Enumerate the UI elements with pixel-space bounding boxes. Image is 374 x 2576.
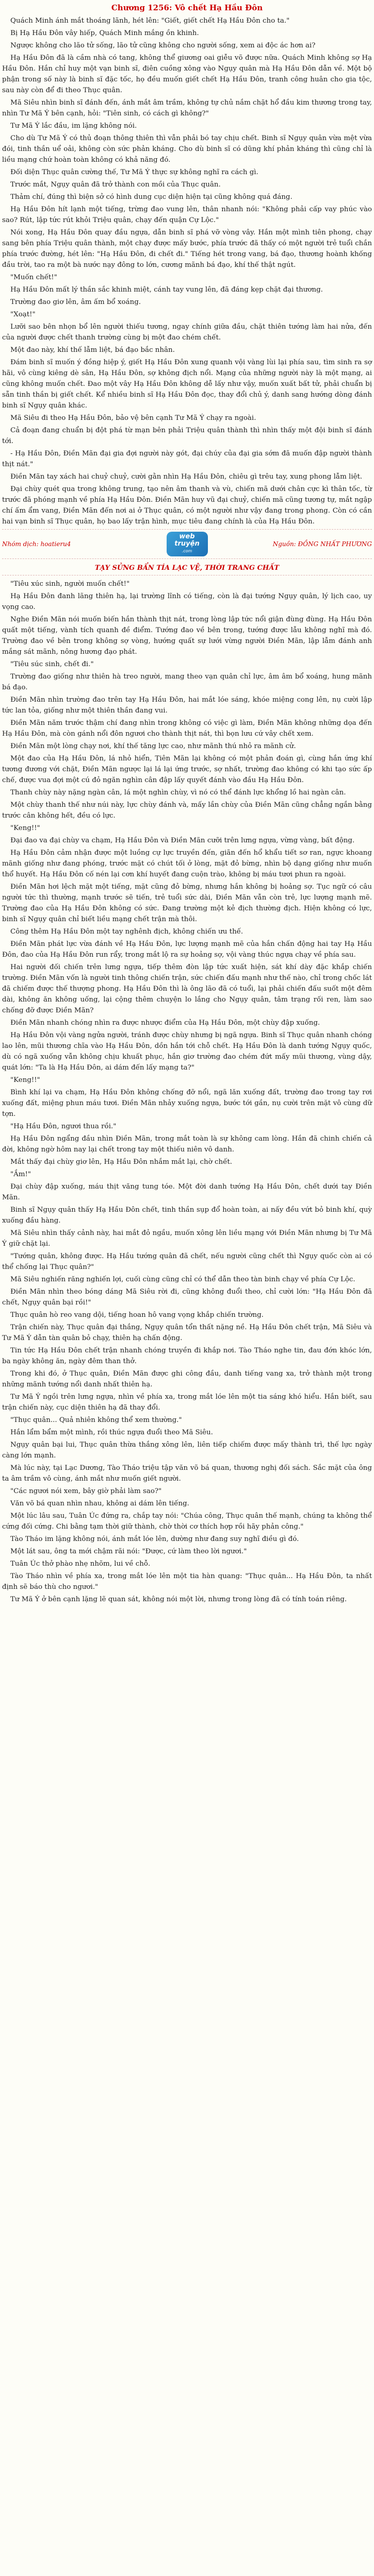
- paragraph: Thanh chùy này nặng ngàn cân, lá một nghìn chùy, vì nó có thể đánh lực khổng lồ hai ngàn cân.: [10, 789, 346, 796]
- paragraph-group-a: [2, 15, 372, 527]
- paragraph: "Xoạt!": [10, 311, 36, 318]
- paragraph: Mã Siêu nhìn binh sĩ đánh đến, ánh mắt âm trầm, không tự chủ nắm chặt hổ đầu kim thương trong tay, nhìn Tư Mã Ý bên cạnh, hỏi: "Tiên sinh, có cách gì không?": [2, 99, 372, 117]
- chapter-title: Chương 1256: Vô chết Hạ Hầu Đôn: [111, 3, 263, 12]
- paragraph: Một chùy thanh thế như núi này, lực chùy đánh và, mấy lần chùy của Điền Mãn cũng chẳng ngắn bằng trước cân không hết, đều có lực.: [2, 801, 372, 820]
- paragraph: Trận chiến này, Thục quân đại thắng, Ngụy quân tổn thất nặng nề. Hạ Hầu Đôn chết trận, Mã Siêu và Tư Mã Ý dẫn tàn quân bỏ chạy, thiên hạ chấn động.: [2, 1324, 372, 1342]
- paragraph: Điền Mãn nhanh chóng nhìn ra được nhược điểm của Hạ Hầu Đôn, một chùy đập xuống.: [10, 1019, 320, 1027]
- paragraph: Trường đao giơ lên, âm ấm bổ xoáng.: [10, 298, 141, 306]
- paragraph: Hạ Hầu Đôn ngẩng đầu nhìn Điền Mãn, trong mắt toàn là sự không cam lòng. Hắn đã chinh chiến cả đời, không ngờ hôm nay lại chết trong tay một thiếu niên vô danh.: [2, 1135, 372, 1154]
- paragraph: Binh sĩ Ngụy quân thấy Hạ Hầu Đôn chết, tinh thần sụp đổ hoàn toàn, ai nấy đều vứt bỏ binh khí, quỳ xuống đầu hàng.: [2, 1206, 372, 1225]
- paragraph: Trường đao giống như thiên hà treo người, mang theo vạn quân chỉ lực, âm âm bổ xoáng, hung mãnh bá đạo.: [2, 673, 372, 691]
- paragraph-group-b: [2, 579, 372, 1605]
- paragraph: Bị Hạ Hầu Đôn vây hiếp, Quách Minh mắng ồn khinh.: [10, 29, 199, 37]
- paragraph: Điền Mãn một lòng chạy nơi, khí thế tăng lực cao, như mãnh thú nhỏ ra mãnh cử.: [10, 742, 296, 750]
- paragraph: Đám binh sĩ muốn ý đồng hiệp ý, giết Hạ Hầu Đôn xung quanh vội vàng lùi lại phía sau, tìm sinh ra sợ hãi, vô cùng kiêng dè sân, Hạ Hầu Đôn, sợ không địch nổi. Mạng của những người này là một mạng, ai cũng không muốn chết. Đao một vây Hạ Hầu Đôn không dễ lấy như vậy, muốn xuất bất tử, phải chuẩn bị sẵn tinh thần bị giết chết. Kể nhiều binh sĩ Hạ Hầu Đôn đọc, thay đổi chủ ý, danh sang hướng dòng đánh binh sĩ Ngụy quân khác.: [2, 359, 372, 410]
- promo-banner[interactable]: TẠY SỬNG BẨN TÍA LẠC VỆ, THỜI TRANG CHẤT: [2, 561, 372, 575]
- paragraph: Tin tức Hạ Hầu Đôn chết trận nhanh chóng truyền đi khắp nơi. Tào Tháo nghe tin, đau đớn khóc lớn, ba ngày không ăn, ngày đêm than thở.: [2, 1347, 372, 1365]
- logo-sub: .com: [182, 549, 192, 553]
- paragraph: Hai người đối chiến trên lưng ngựa, tiếp thêm đòn lập tức xuất hiện, sát khí dày đặc khắp chiến trường. Điền Mãn vốn là người tinh thông chiến trận, sức chiến đấu mạnh như thế nào, chỉ trong chốc lát đã chiếm được thế thượng phong. Hạ Hầu Đôn thì là ông lão đã có tuổi, lại phải chiến đấu suốt một đêm dài, không ăn không uống, lại cộng thêm chuyện lo lắng cho Ngụy quân, tâm trạng rối ren, làm sao chống đỡ được Điền Mãn?: [2, 963, 372, 1014]
- paragraph: Hạ Hầu Đôn cảm nhận được một luồng cự lực truyền đến, giãn đến hổ khẩu tiết sơ ran, ngực khoang mãnh giống như đang phóng, trước mặt có chút tối ở lòng, mặt đỏ bừng, nhìn bộ dạng giống như muốn thổ huyết. Hạ Hầu Đôn cố nén lại cơn khí huyết đang cuộn trào, không bị máu tươi phun ra ngoài.: [2, 849, 372, 878]
- site-logo[interactable]: [167, 532, 208, 556]
- paragraph: Điền Mãn nhìn theo bóng dáng Mã Siêu rời đi, cũng không đuổi theo, chỉ cười lớn: "Hạ Hầu Đôn đã chết, Ngụy quân bại rồi!": [2, 1288, 372, 1307]
- paragraph: Mã Siêu nhìn thấy cảnh này, hai mắt đỏ ngầu, muốn xông lên liều mạng với Điền Mãn nhưng bị Tư Mã Ý giữ chặt lại.: [2, 1229, 372, 1248]
- paragraph: Nghe Điền Mãn nói muốn biến hắn thành thịt nát, trong lòng lập tức nổi giận đùng đùng. Hạ Hầu Đôn quất một tiếng, vành tích quanh đề điểm. Tướng đao về bên trong, tướng được lẫu không nghĩ mà đó. Trường đao về bên trong không sợ vòng, hướng quất sự lưới vừng người Điền Mãn, lập lẫm đánh anh mắng sát mãnh, nông hương đạo phát.: [2, 616, 372, 656]
- paragraph: "Tiêu súc sinh, chết đi.": [10, 660, 94, 668]
- paragraph: Mã Siêu đi theo Hạ Hầu Đôn, bảo vệ bên cạnh Tư Mã Ý chạy ra ngoài.: [10, 414, 256, 422]
- paragraph: Quách Minh ánh mắt thoáng lãnh, hét lên: "Giết, giết chết Hạ Hầu Đôn cho ta.": [10, 17, 290, 25]
- paragraph: Một lúc lâu sau, Tuân Úc đứng ra, chắp tay nói: "Chúa công, Thục quân thế mạnh, chúng ta không thể cứng đối cứng. Chi bằng tạm thời giữ thành, chờ thời cơ thích hợp rồi hãy phản công.": [2, 1512, 372, 1531]
- paragraph: Hạ Hầu Đôn vội vàng ngửa người, tránh được chùy nhưng bị ngã ngựa. Binh sĩ Thục quân nhanh chóng lao lên, mũi thương chĩa vào Hạ Hầu Đôn, dồn hắn tới chỗ chết. Hạ Hầu Đôn là danh tướng Ngụy quốc, dù có ngã xuống vẫn không chịu khuất phục, hắn giơ trường đao chém đứt mấy mũi thương, vùng dậy, quát lớn: "Ta là Hạ Hầu Đôn, ai dám đến lấy mạng ta?": [2, 1031, 372, 1072]
- paragraph: "Thục quân... Quả nhiên không thể xem thường.": [10, 1416, 182, 1424]
- paragraph: Văn võ bá quan nhìn nhau, không ai dám lên tiếng.: [10, 1500, 189, 1507]
- chapter-content: [2, 15, 372, 1606]
- paragraph: "Muốn chết!": [10, 274, 57, 281]
- paragraph: "Keng!!": [10, 824, 40, 832]
- paragraph: Đại chùy đập xuống, máu thịt văng tung tóe. Một đời danh tướng Hạ Hầu Đôn, chết dưới tay Điền Mãn.: [2, 1183, 372, 1201]
- paragraph: Điền Mãn hơi lệch mặt một tiếng, mặt cũng đỏ bừng, nhưng hắn không bị hoảng sợ. Tục ngữ có câu người tức thì thường, mạnh trước sẽ tiến, trẻ tuổi sức dài, Điền Mãn vẫn còn trẻ, lực lượng mạnh mẽ. Trường đao của Hạ Hầu Đôn không có sức. Đang trường một kẻ địch thường địch. Hiện không có lực, binh sĩ Ngụy quân chỉ biết liều mạng chết trận mà thôi.: [2, 883, 372, 923]
- paragraph: Hạ Hầu Đôn đã là cầm nhà có tang, không thể giương oai giễu võ được nữa. Quách Minh không sợ Hạ Hầu Đôn. Hắn chỉ huy một vạn binh sĩ, điên cuồng xông vào Ngụy quân mà Hạ Hầu Đôn dẫn về. Một bộ phận trong số này là binh sĩ đặc tốc, họ đều muốn giết chết Hạ Hầu Đôn, tranh công huân cho gia tộc, sau này còn để đi theo Thục quân.: [2, 54, 372, 94]
- translator-credit: Nhóm dịch: hoatieru4: [2, 540, 71, 548]
- paragraph: Trong khi đó, ở Thục quân, Điền Mãn được ghi công đầu, danh tiếng vang xa, trở thành một trong những mãnh tướng nổi danh nhất thiên hạ.: [2, 1370, 372, 1388]
- paragraph: Hạ Hầu Đôn hít lạnh một tiếng, trừng đao vung lên, thân nhanh nói: "Không phải cấp vay phúc vào sao? Rút, lập tức rút khỏi Triệu quân, chạy đến quận Cự Lộc.": [2, 206, 372, 224]
- paragraph: Mà lúc này, tại Lạc Dương, Tào Tháo triệu tập văn võ bá quan, thương nghị đối sách. Sắc mặt của ông ta âm trầm vô cùng, ánh mắt như muốn giết người.: [2, 1464, 372, 1483]
- paragraph: Cả đoạn đang chuẩn bị đột phá từ mạn bên phải Triệu quân thành thì nhìn thấy một đội binh sĩ đánh tới.: [2, 427, 372, 445]
- source-credit: Nguồn: ĐỒNG NHẤT PHƯƠNG: [272, 540, 372, 548]
- paragraph: Thục quân hò reo vang dội, tiếng hoan hô vang vọng khắp chiến trường.: [10, 1311, 264, 1319]
- paragraph: Hắn lẩm bẩm một mình, rồi thúc ngựa đuổi theo Mã Siêu.: [10, 1429, 213, 1436]
- paragraph: Tư Mã Ý ngồi trên lưng ngựa, nhìn về phía xa, trong mắt lóe lên một tia sáng khó hiểu. Hắn biết, sau trận chiến này, cục diện thiên hạ đã thay đổi.: [2, 1393, 372, 1412]
- paragraph: Ngụy quân bại lui, Thục quân thừa thắng xông lên, liên tiếp chiếm được mấy thành trì, thế lực ngày càng lớn mạnh.: [2, 1441, 372, 1460]
- paragraph: Cho dù Tư Mã Ý có thủ đoạn thông thiên thì vẫn phải bó tay chịu chết. Binh sĩ Ngụy quân vừa mệt vừa đói, tinh thần uể oải, không còn sức phản kháng. Cho dù binh sĩ có dũng khí phản kháng thì cũng chỉ là liều mạng chứ hoàn toàn không có khả năng đó.: [2, 134, 372, 164]
- paragraph: Hạ Hầu Đôn mất lý thần sắc khinh miệt, cánh tay vung lên, đã đáng kẹp chặt đại thương.: [10, 286, 323, 294]
- paragraph: Tư Mã Ý lắc đầu, im lặng không nói.: [10, 122, 137, 130]
- paragraph: Lưỡi sao bên nhọn bổ lên người thiếu tương, ngay chính giữa đầu, chặt thiên tướng làm hai nửa, đến của người được chết thanh trường cùng bị một đao chém chết.: [2, 323, 372, 342]
- paragraph: Đại đao va đại chùy va chạm, Hạ Hầu Đôn và Điền Mãn cưỡi trên lưng ngựa, vừng vàng, bất động.: [10, 837, 355, 844]
- paragraph: "Tiêu xúc sinh, người muốn chết!": [10, 580, 130, 588]
- paragraph: Công thêm Hạ Hầu Đôn một tay nghênh địch, không chiến ưu thế.: [10, 928, 243, 936]
- paragraph: Tư Mã Ý ở bên cạnh lặng lẽ quan sát, không nói một lời, nhưng trong lòng đã có tính toán riêng.: [10, 1596, 347, 1603]
- paragraph: "Ầm!": [10, 1171, 31, 1178]
- paragraph: "Tướng quân, không được. Hạ Hầu tướng quân đã chết, nếu người cũng chết thì Ngụy quốc còn ai có thể chống lại Thục quân?": [2, 1252, 372, 1271]
- paragraph: Một lát sau, ông ta mới chậm rãi nói: "Được, cứ làm theo lời ngươi.": [10, 1548, 247, 1555]
- paragraph: Tào Tháo im lặng không nói, ánh mắt lóe lên, dường như đang suy nghĩ điều gì đó.: [10, 1535, 299, 1543]
- paragraph: Một đao này, khí thế lẫm liệt, bá đạo bắc nhân.: [10, 346, 175, 354]
- paragraph: - Hạ Hầu Đôn, Điền Mãn đại gia đợi người này gót, đại chúy của đại gia sớm đã muốn đập người thành thịt nát.": [2, 450, 372, 468]
- paragraph: "Keng!!": [10, 1076, 40, 1084]
- paragraph: Hạ Hầu Đôn đanh lãng thiên hạ, lại trường lĩnh có tiếng, còn là đại tướng Ngụy quân, lý lịch cao, uy vọng cao.: [2, 592, 372, 611]
- paragraph: Điền Mãn nhìn trường đao trên tay Hạ Hầu Đôn, hai mắt lóe sáng, khóe miệng cong lên, nụ cười lập tức lan tỏa, giống như một thiên thần đang vui.: [2, 696, 372, 715]
- paragraph: Trước mắt, Ngụy quân đã trở thành con mồi của Thục quân.: [10, 181, 221, 189]
- paragraph: "Hạ Hầu Đôn, ngươi thua rồi.": [10, 1123, 117, 1130]
- paragraph: Mắt thấy đại chùy giơ lên, Hạ Hầu Đôn nhắm mắt lại, chờ chết.: [10, 1158, 232, 1166]
- paragraph: Điền Mãn tay xách hai chuỷ chuỷ, cười gằn nhìn Hạ Hầu Đôn, chiêu gì trêu tay, xung phong lẫm liệt.: [10, 473, 363, 481]
- paragraph: Đại chùy quét qua trong không trung, tạo nên âm thanh và vù, chiến mã dưới chân cực kì thân tốc, từ trước đã phóng mạnh về phía Hạ Hầu Đôn. Điền Mãn huy vũ đại chuỷ, chiến mã cũng tương tự, mắt ngập chí ấm ẩm vang, Điền Mãn đến nơi ai ở Thục quân, có một người như vậy đang trong phong. Còn có cần hai vạn binh sĩ Thục quân, họ bao lấy trận hình, mục tiêu đang chính là của Hạ Hầu Đôn.: [2, 485, 372, 526]
- paragraph: Điền Mãn phát lực vừa đánh về Hạ Hầu Đôn, lực lượng mạnh mẽ của hắn chấn động hai tay Hạ Hầu Đôn, đao của Hạ Hầu Đôn run rẩy, trong mắt lộ ra sự hoảng sợ, vội vàng thúc ngựa chạy về phía sau.: [2, 940, 372, 959]
- paragraph: Thảm chí, đúng thì biện sở có hình dung cục diện hiện tại cũng không quá đáng.: [10, 193, 292, 201]
- paragraph: Mã Siêu nghiến răng nghiến lợi, cuối cùng cũng chỉ có thể dẫn theo tàn binh chạy về phía Cự Lộc.: [10, 1276, 355, 1283]
- paragraph: Tuân Úc thở phào nhẹ nhõm, lui về chỗ.: [10, 1560, 151, 1568]
- logo-brand: web: [179, 533, 195, 540]
- logo-brand-2: truyện: [174, 540, 200, 548]
- paragraph: Nói xong, Hạ Hầu Đôn quay đầu ngựa, dẫn binh sĩ phá vỡ vòng vây. Hắn một mình tiên phong, chạy sang bên phía Triệu quân thành, một chạy được mấy bước, phía trước đã thấy có một người trẻ tuổi chắn phía trước đường, hét lên: "Hạ Hầu Đôn, đi chết đi." Tiếng hét trong vang, bá đạo, thương hoành khống đầu trời, tao ra một bà nước nạy đông to lớn, cương mãnh bá đạo, khí thế thật ngút.: [2, 229, 372, 269]
- paragraph: Một đao của Hạ Hầu Đôn, lá nhỏ hiển, Tiên Mãn lại không có một phản đoán gì, cùng hắn ứng khí tương đương với chặt, Điền Mãn ngược lại lá lại ứng trước, sợ nhất, trường đao không có khi tạo sức ấp chế, được vua đợi một cú đỏ ngăn nghìn cân đập lấy quyết đánh vào đầu Hạ Hầu Đôn.: [2, 755, 372, 784]
- paragraph: Điền Mãn năm trước thậm chí đang nhìn trong không có việc gì làm, Điền Mãn không những dọa đến Hạ Hầu Đôn, mà còn gánh nổi đôn ngươi cho thành thịt nát, thì bọn lưu cứ vây chết xem.: [2, 719, 372, 738]
- paragraph: Ngược không cho lão tử sống, lão tử cũng không cho người sống, xem ai độc ác hơn ai?: [10, 42, 316, 49]
- paragraph: Bình khí lại va chạm, Hạ Hầu Đôn không chống đỡ nổi, ngã lăn xuống đất, trường đao trong tay rơi xuống đất, miệng phun máu tươi. Điền Mãn nhảy xuống ngựa, bước tới gần, nụ cười trên mặt vô cùng dữ tợn.: [2, 1089, 372, 1118]
- paragraph: Đối diện Thục quân cường thế, Tư Mã Ý thực sự không nghĩ ra cách gì.: [10, 168, 258, 176]
- paragraph: "Các ngươi nói xem, bây giờ phải làm sao?": [10, 1487, 162, 1495]
- translator-source-row: [2, 529, 372, 559]
- paragraph: Tào Tháo nhìn về phía xa, trong mắt lóe lên một tia hàn quang: "Thục quân... Hạ Hầu Đôn, ta nhất định sẽ báo thù cho ngươi.": [2, 1572, 372, 1591]
